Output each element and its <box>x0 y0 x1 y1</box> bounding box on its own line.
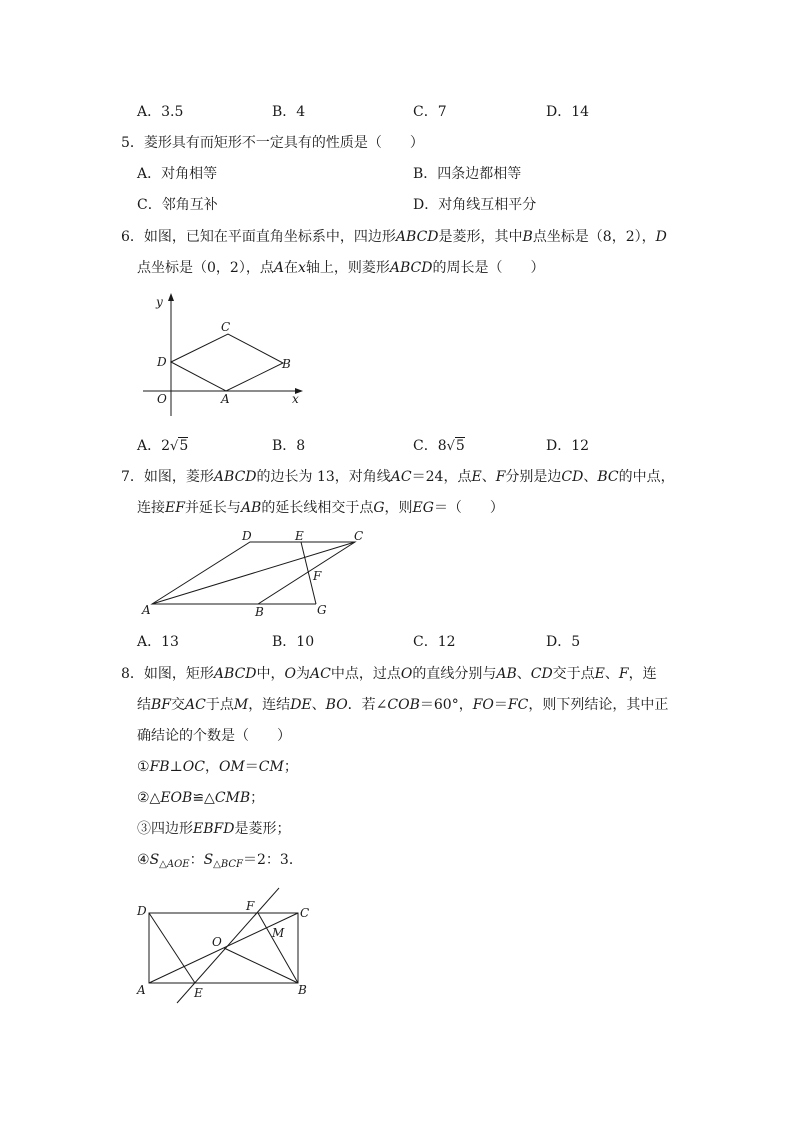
q5-stem: 5．菱形具有而矩形不一定具有的性质是（ ） <box>121 135 424 151</box>
q8-statement-3: ③四边形EBFD是菱形； <box>137 821 291 837</box>
q7-label-f: F <box>313 569 322 583</box>
q6-option-c: C．8√5 <box>413 438 465 454</box>
q6-option-d: D．12 <box>546 438 590 454</box>
q7-option-c: C．12 <box>413 634 456 650</box>
q7-label-c: C <box>354 529 364 543</box>
q7-option-d: D．5 <box>546 634 581 650</box>
q8-statement-1: ①FB⊥OC，OM＝CM； <box>137 759 298 775</box>
q8-label-c: C <box>300 906 310 920</box>
q6-option-b: B．8 <box>272 438 306 454</box>
q5-option-a: A．对角相等 <box>137 166 218 182</box>
q8-label-f: F <box>246 899 255 913</box>
q7-label-g: G <box>317 603 327 617</box>
q7-label-a: A <box>142 603 151 617</box>
q8-stem-line1: 8．如图，矩形ABCD中，O为AC中点，过点O的直线分别与AB、CD交于点E、F，连 <box>121 666 657 682</box>
q5-option-c: C．邻角互补 <box>137 197 218 213</box>
q8-label-e: E <box>194 986 203 1000</box>
q6-label-c: C <box>221 320 231 334</box>
q6-stem-line1: 6．如图，已知在平面直角坐标系中，四边形ABCD是菱形，其中B点坐标是（8，2），D <box>121 229 667 245</box>
q4-option-d: D．14 <box>546 104 590 120</box>
q6-label-y: y <box>156 295 163 309</box>
q7-label-b: B <box>255 605 264 619</box>
q6-label-x: x <box>292 392 299 406</box>
q8-line-ef <box>177 888 279 1003</box>
q7-option-b: B．10 <box>272 634 315 650</box>
q8-label-o: O <box>212 935 222 949</box>
q8-label-a: A <box>137 983 146 997</box>
q8-stem-line2: 结BF交AC于点M，连结DE、BO．若∠COB＝60°，FO＝FC，则下列结论，其中正 <box>137 697 669 713</box>
q6-label-d: D <box>157 355 167 369</box>
q7-stem-line2: 连接EF并延长与AB的延长线相交于点G，则EG＝（ ） <box>137 500 504 516</box>
q8-label-m: M <box>272 926 285 940</box>
q7-label-e: E <box>295 529 304 543</box>
q5-option-b: B．四条边都相等 <box>413 166 522 182</box>
q8-label-b: B <box>298 983 307 997</box>
q5-option-d: D．对角线互相平分 <box>413 197 537 213</box>
q7-option-a: A．13 <box>137 634 179 650</box>
q8-statement-2: ②△EOB≌△CMB； <box>137 790 265 806</box>
q6-label-a: A <box>221 392 230 406</box>
q4-option-b: B．4 <box>272 104 306 120</box>
q6-stem-line2: 点坐标是（0，2），点A在x轴上，则菱形ABCD的周长是（ ） <box>137 260 545 276</box>
q7-label-d: D <box>242 529 252 543</box>
q4-option-c: C．7 <box>413 104 447 120</box>
q4-option-a: A．3.5 <box>137 104 184 120</box>
q6-label-b: B <box>282 357 291 371</box>
q8-segment-bo <box>224 948 298 983</box>
q6-label-o: O <box>157 392 167 406</box>
q8-stem-line3: 确结论的个数是（ ） <box>137 728 291 744</box>
q7-stem-line1: 7．如图，菱形ABCD的边长为 13，对角线AC＝24，点E、F分别是边CD、BC的中点， <box>121 469 675 485</box>
q8-statement-4: $④S_{\triangle AOE}$：$S_{\triangle BCF}=2$：3． <box>137 852 303 870</box>
q8-segment-bf <box>258 913 298 983</box>
q6-option-a: A．2√5 <box>137 438 189 454</box>
q8-label-d: D <box>137 904 147 918</box>
